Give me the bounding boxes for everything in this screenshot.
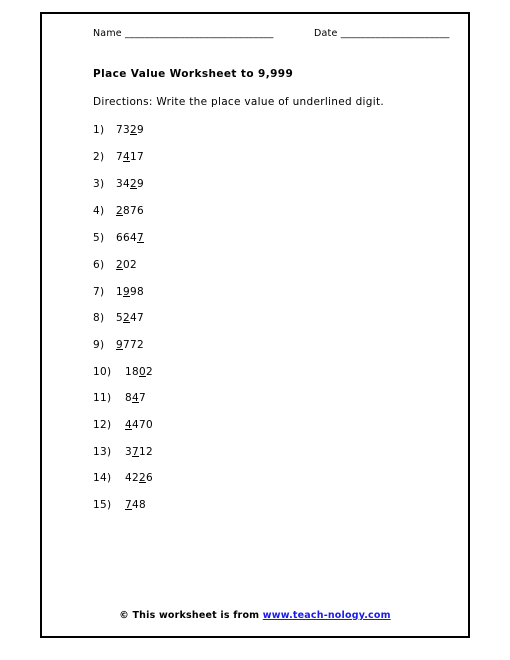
problem-digits xyxy=(116,151,144,163)
problem-number: 14) xyxy=(93,472,112,484)
digits-before: 18 xyxy=(125,366,139,378)
digits-after: 470 xyxy=(131,419,153,431)
problem-number: 5) xyxy=(93,232,105,244)
underlined-digit: 7 xyxy=(131,446,139,458)
problem-digits xyxy=(125,472,153,484)
digits-after: 772 xyxy=(123,339,144,351)
underlined-digit: 2 xyxy=(116,205,124,217)
problem-number: 13) xyxy=(93,446,112,458)
digits-before: 5 xyxy=(116,312,124,324)
underlined-digit: 9 xyxy=(116,339,124,351)
problem-item xyxy=(93,472,153,484)
digits-before: 7 xyxy=(116,151,124,163)
digits-before: 42 xyxy=(125,472,139,484)
problem-item xyxy=(93,178,144,190)
digits-after: 12 xyxy=(138,446,153,458)
digits-before: 664 xyxy=(116,232,137,244)
problem-digits xyxy=(125,392,146,404)
digits-after: 6 xyxy=(145,472,153,484)
digits-after: 17 xyxy=(130,151,144,163)
problem-number: 8) xyxy=(93,312,105,324)
underlined-digit: 0 xyxy=(138,366,146,378)
problem-number: 9) xyxy=(93,339,105,351)
problem-number: 4) xyxy=(93,205,105,217)
problem-digits xyxy=(125,419,153,431)
problem-digits xyxy=(125,499,146,511)
problem-item xyxy=(93,124,144,136)
name-field: Name ______________________________ xyxy=(93,28,274,39)
digits-after: 9 xyxy=(136,178,144,190)
problem-item xyxy=(93,366,153,378)
worksheet-title: Place Value Worksheet to 9,999 xyxy=(93,68,294,80)
digits-after: 02 xyxy=(123,259,137,271)
underlined-digit: 7 xyxy=(136,232,144,244)
underlined-digit: 2 xyxy=(130,124,137,136)
problem-item xyxy=(93,259,137,271)
underlined-digit: 4 xyxy=(125,419,132,431)
digits-after: 47 xyxy=(130,312,144,324)
underlined-digit: 4 xyxy=(123,151,130,163)
problem-item xyxy=(93,232,144,244)
problem-number: 2) xyxy=(93,151,105,163)
problem-digits xyxy=(116,124,144,136)
digits-after: 98 xyxy=(130,286,144,298)
problem-item xyxy=(93,312,144,324)
date-field: Date ______________________ xyxy=(314,28,450,39)
problem-digits xyxy=(125,366,153,378)
problem-digits xyxy=(116,205,144,217)
problem-number: 11) xyxy=(93,392,112,404)
problem-item xyxy=(93,446,153,458)
digits-after: 9 xyxy=(136,124,144,136)
underlined-digit: 9 xyxy=(123,286,130,298)
problem-digits xyxy=(116,232,144,244)
problem-item xyxy=(93,151,144,163)
problem-item xyxy=(93,499,146,511)
problem-item xyxy=(93,286,144,298)
underlined-digit: 2 xyxy=(116,259,124,271)
digits-after: 876 xyxy=(123,205,144,217)
digits-before: 3 xyxy=(125,446,132,458)
underlined-digit: 4 xyxy=(131,392,139,404)
problem-number: 7) xyxy=(93,286,105,298)
problem-digits xyxy=(116,259,137,271)
directions-text: Directions: Write the place value of underlined digit. xyxy=(93,96,384,108)
problem-digits xyxy=(116,312,144,324)
problem-number: 1) xyxy=(93,124,105,136)
problem-digits xyxy=(116,178,144,190)
website-link[interactable]: www.teach-nology.com xyxy=(262,610,391,621)
problem-number: 10) xyxy=(93,366,112,378)
problem-number: 6) xyxy=(93,259,105,271)
problem-item xyxy=(93,339,144,351)
digits-before: 8 xyxy=(125,392,132,404)
underlined-digit: 7 xyxy=(125,499,132,511)
underlined-digit: 2 xyxy=(123,312,130,324)
underlined-digit: 2 xyxy=(138,472,146,484)
problem-item xyxy=(93,419,153,431)
problem-digits xyxy=(116,286,144,298)
problem-number: 3) xyxy=(93,178,105,190)
problem-digits xyxy=(125,446,153,458)
digits-before: 34 xyxy=(116,178,130,190)
problem-item xyxy=(93,205,144,217)
digits-before: 1 xyxy=(116,286,124,298)
problem-digits xyxy=(116,339,144,351)
digits-after: 2 xyxy=(145,366,153,378)
problem-number: 15) xyxy=(93,499,112,511)
underlined-digit: 2 xyxy=(130,178,137,190)
digits-after: 7 xyxy=(138,392,146,404)
footer-prefix: © This worksheet is from xyxy=(119,610,263,621)
digits-after: 48 xyxy=(131,499,146,511)
problem-item xyxy=(93,392,146,404)
digits-before: 73 xyxy=(116,124,130,136)
footer-credit xyxy=(0,610,510,621)
problem-number: 12) xyxy=(93,419,112,431)
